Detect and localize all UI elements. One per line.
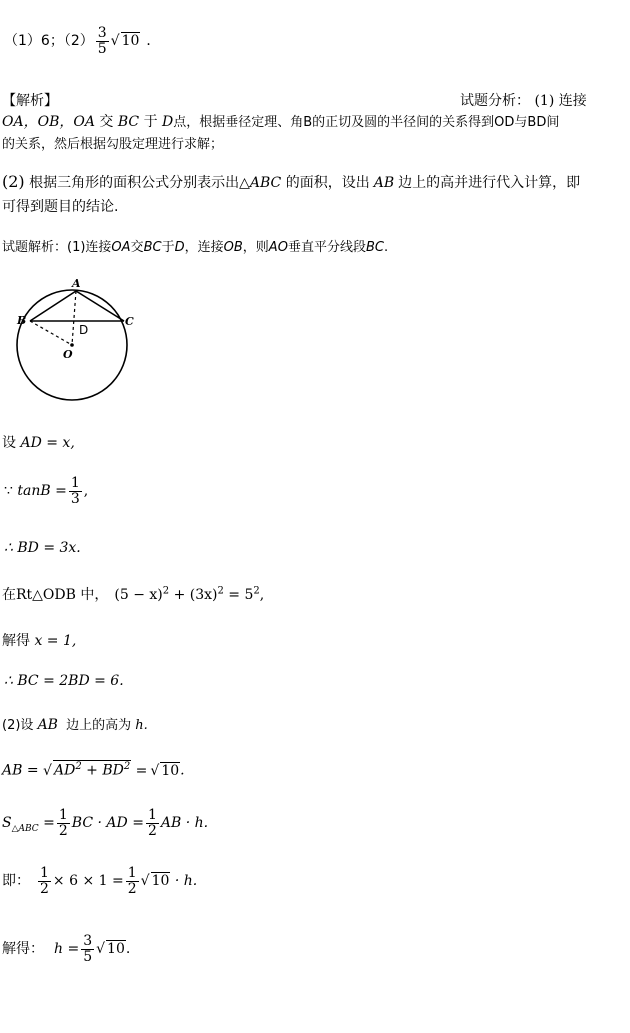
step-9: $S_{\triangle ABC}$ = $\frac{1}{2}$ BC · AD = $\frac{1}{2}$ AB · h. — [2, 807, 209, 839]
analysis-line-1: OA，OB，OA 交 BC 于 D点，根据垂径定理、角B的正切及圆的半径间的关系得到OD与BD间 — [2, 114, 560, 130]
step-2: ∵ tanB = $\frac{1}{3}$ , — [4, 475, 89, 507]
segment-ab — [30, 291, 76, 321]
solution-intro: 试题解析：(1)连接OA交BC于D，连接OB，则AO垂直平分线段BC. — [2, 240, 389, 255]
point-o — [70, 343, 74, 347]
segment-ac — [76, 291, 124, 321]
circle-figure — [10, 275, 150, 405]
segment-ob — [30, 321, 72, 345]
step-7: (2)设 AB 边上的高为 h. — [2, 717, 148, 733]
step-5: 解得 x = 1, — [2, 633, 77, 649]
answer-fraction: $\frac{3}{5}$ — [97, 25, 107, 57]
analysis-line-4: 可得到题目的结论. — [2, 199, 119, 215]
label-a: A — [72, 277, 81, 290]
analysis-line-3: (2) 根据三角形的面积公式分别表示出△ABC 的面积，设出 AB 边上的高并进行代入计算，即 — [2, 172, 581, 191]
step-6: ∴ BC = 2BD = 6. — [4, 673, 124, 689]
answer-end: ． — [146, 33, 161, 50]
analysis-title-right: 试题分析： (1) 连接 — [460, 93, 587, 109]
label-c: C — [125, 315, 134, 328]
label-o: O — [63, 348, 73, 361]
answer-text: （1）6；（2） — [4, 33, 94, 50]
answer-radicand: 10 — [121, 33, 140, 50]
step-3: ∴ BD = 3x. — [4, 540, 81, 556]
step-10: 即： $\frac{1}{2}$ × 6 × 1 = $\frac{1}{2}$ √ 10 · h. — [2, 866, 197, 896]
answer-line — [4, 26, 160, 56]
analysis-line-2: 的关系，然后根据勾股定理进行求解； — [2, 137, 224, 152]
radical-sign — [111, 33, 120, 49]
segment-ao — [72, 291, 76, 345]
label-d: D — [79, 323, 89, 337]
step-8: AB = √ $AD^2 + BD^2$ =√ 10. — [2, 760, 185, 779]
step-4: 在Rt△ODB 中， $(5 - x)^2 + (3x)^2 = 5^2$, — [2, 585, 265, 603]
step-1: 设 AD = x, — [2, 435, 75, 451]
step-11: 解得： h = $\frac{3}{5}$ √ 10. — [2, 934, 130, 964]
analysis-tag: 【解析】 — [2, 93, 58, 109]
label-b: B — [17, 314, 27, 327]
